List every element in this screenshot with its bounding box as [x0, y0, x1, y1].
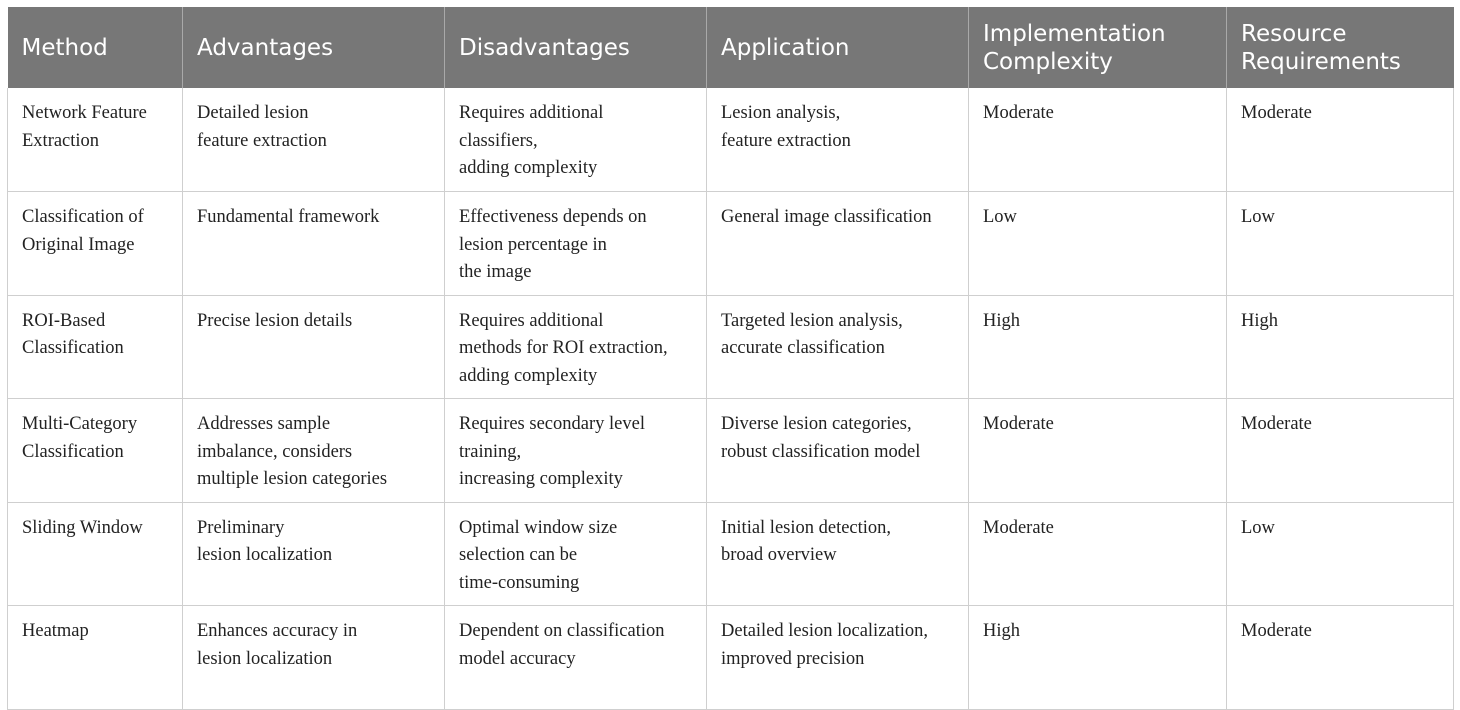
header-disadvantages: Disadvantages — [445, 7, 707, 88]
cell-advantages: Fundamental framework — [183, 192, 445, 296]
header-row — [8, 7, 1454, 88]
header-implementation-complexity: Implementation Complexity — [969, 7, 1227, 88]
cell-advantages: Enhances accuracy in lesion localization — [183, 606, 445, 710]
header-application: Application — [707, 7, 969, 88]
cell-advantages: Addresses sample imbalance, considers multiple lesion categories — [183, 399, 445, 503]
cell-application: Initial lesion detection, broad overview — [707, 502, 969, 606]
cell-disadvantages: Effectiveness depends on lesion percentage in the image — [445, 192, 707, 296]
cell-disadvantages: Requires additional classifiers, adding complexity — [445, 88, 707, 192]
comparison-table-container — [7, 7, 1453, 710]
cell-resources: Low — [1227, 502, 1454, 606]
table-body — [8, 88, 1454, 709]
table-row — [8, 192, 1454, 296]
cell-method: Heatmap — [8, 606, 183, 710]
cell-method: Sliding Window — [8, 502, 183, 606]
header-resource-requirements: Resource Requirements — [1227, 7, 1454, 88]
cell-method: Multi-Category Classification — [8, 399, 183, 503]
cell-complexity: Moderate — [969, 88, 1227, 192]
cell-method: ROI-Based Classification — [8, 295, 183, 399]
cell-complexity: High — [969, 606, 1227, 710]
cell-application: Diverse lesion categories, robust classification model — [707, 399, 969, 503]
comparison-table — [7, 7, 1454, 710]
table-row — [8, 399, 1454, 503]
cell-advantages: Detailed lesion feature extraction — [183, 88, 445, 192]
cell-disadvantages: Requires additional methods for ROI extraction, adding complexity — [445, 295, 707, 399]
cell-resources: Moderate — [1227, 88, 1454, 192]
table-row — [8, 502, 1454, 606]
cell-application: Detailed lesion localization, improved precision — [707, 606, 969, 710]
cell-disadvantages: Requires secondary level training, increasing complexity — [445, 399, 707, 503]
cell-advantages: Precise lesion details — [183, 295, 445, 399]
cell-method: Network Feature Extraction — [8, 88, 183, 192]
cell-complexity: Moderate — [969, 502, 1227, 606]
table-row — [8, 88, 1454, 192]
cell-complexity: Moderate — [969, 399, 1227, 503]
cell-method: Classification of Original Image — [8, 192, 183, 296]
cell-disadvantages: Dependent on classification model accuracy — [445, 606, 707, 710]
cell-resources: Moderate — [1227, 399, 1454, 503]
table-header — [8, 7, 1454, 88]
cell-complexity: Low — [969, 192, 1227, 296]
cell-disadvantages: Optimal window size selection can be time-consuming — [445, 502, 707, 606]
header-advantages: Advantages — [183, 7, 445, 88]
cell-complexity: High — [969, 295, 1227, 399]
header-method: Method — [8, 7, 183, 88]
cell-application: General image classification — [707, 192, 969, 296]
cell-advantages: Preliminary lesion localization — [183, 502, 445, 606]
table-row — [8, 606, 1454, 710]
cell-resources: Moderate — [1227, 606, 1454, 710]
table-row — [8, 295, 1454, 399]
cell-resources: High — [1227, 295, 1454, 399]
cell-application: Lesion analysis, feature extraction — [707, 88, 969, 192]
cell-resources: Low — [1227, 192, 1454, 296]
cell-application: Targeted lesion analysis, accurate classification — [707, 295, 969, 399]
